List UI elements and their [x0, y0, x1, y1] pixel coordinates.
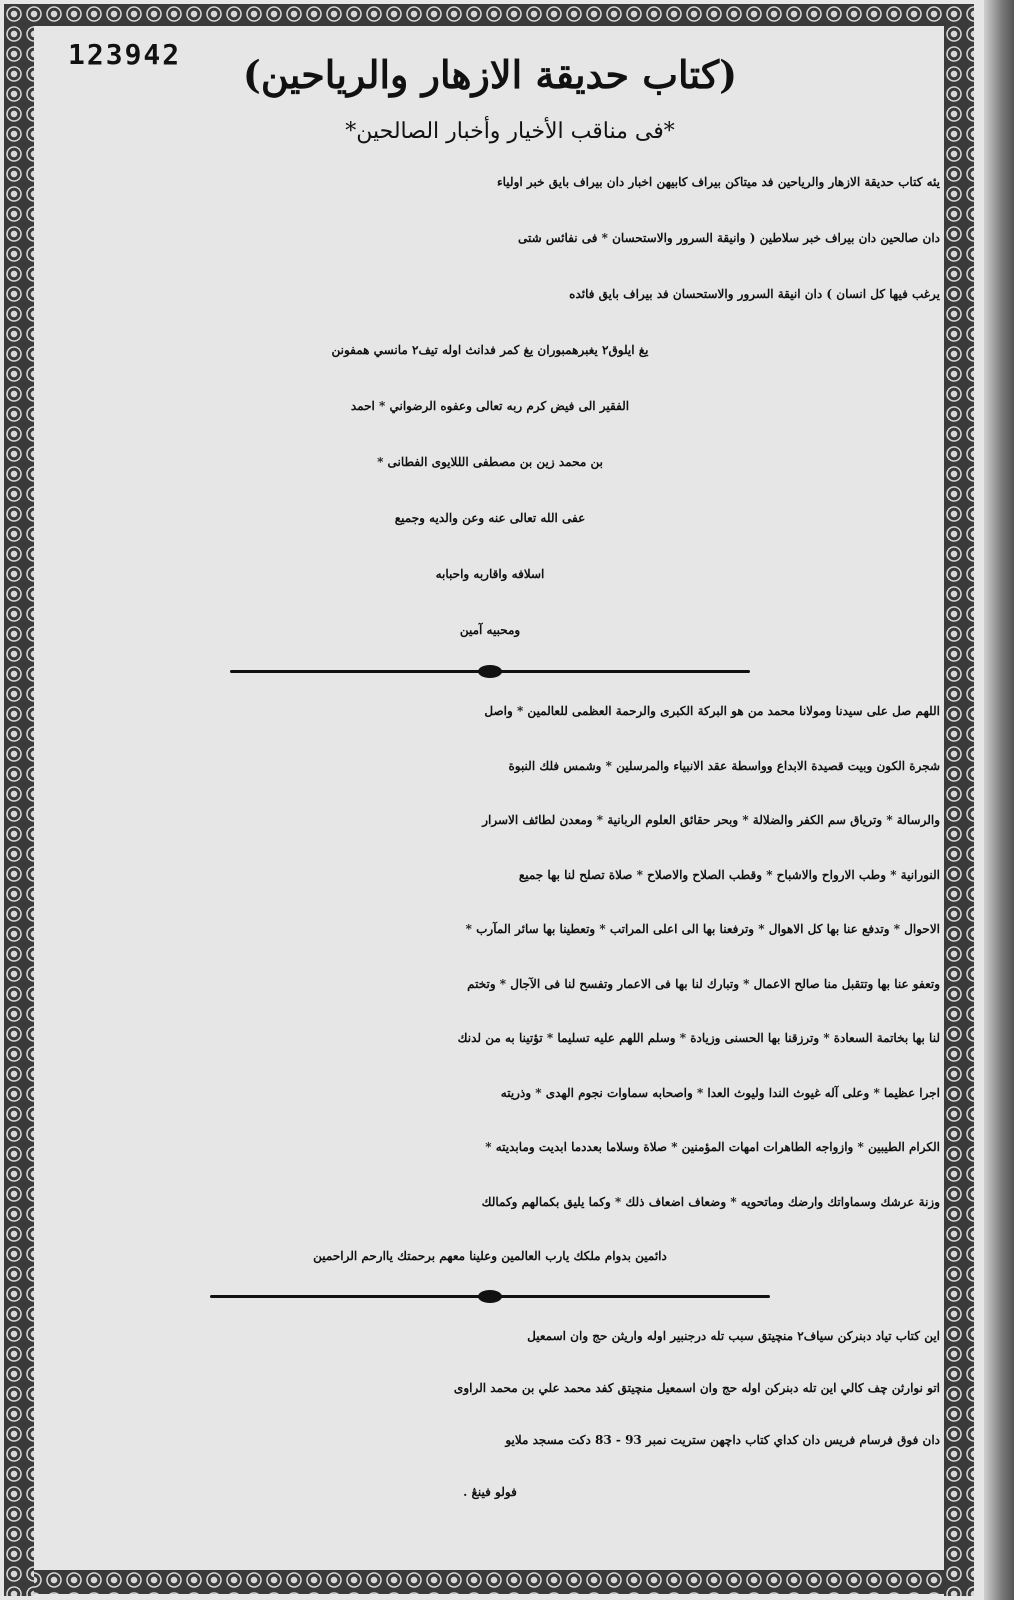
colophon-section: [40, 1310, 940, 1518]
intro-line: دان صالحين دان بيراف خبر سلاطين ( وانيقة السرور والاستحسان * فى نفائس شتى: [518, 231, 940, 245]
prayer-line: الكرام الطيبين * وازواجه الطاهرات امهات المؤمنين * صلاة وسلاما بعددما ابديت ومابديته *: [485, 1140, 940, 1154]
intro-line: بن محمد زين بن مصطفى الللايوى الفطانى *: [377, 455, 603, 469]
prayer-line: دائمين بدوام ملكك يارب العالمين وعلينا معهم برحمتك ياارحم الراحمين: [313, 1249, 667, 1263]
intro-line: يغ ايلوق٢ يغبرهمبوران يغ كمر فدانث اوله تيف٢ مانسي همفونن: [331, 343, 649, 357]
intro-line: الفقير الى فيض كرم ربه تعالى وعفوه الرضواني * احمد: [350, 399, 630, 413]
page-content: [40, 30, 940, 1518]
prayer-line: النورانية * وطب الارواح والاشباح * وقطب الصلاح والاصلاح * صلاة تصلح لنا بها جميع: [518, 867, 940, 882]
book-spine-shadow: [984, 0, 1014, 1600]
prayer-line: وتعفو عنا بها وتتقبل منا صالح الاعمال * وتبارك لنا بها فى الاعمار وتفسح لنا فى الآجال * وتختم: [467, 976, 940, 991]
intro-line: يرغب فيها كل انسان ) دان انيقة السرور والاستحسان فد بيراف بايق فائده: [569, 287, 940, 301]
prayer-line: لنا بها بخاتمة السعادة * وترزقنا بها الحسنى وزيادة * وسلم اللهم عليه تسليما * تؤتينا به من لدنك: [457, 1031, 940, 1045]
intro-line: يئه كتاب حديقة الازهار والرياحين فد ميتاكن بيراف كابيهن اخبار دان بيراف بايق خبر اولياء: [497, 175, 940, 189]
prayer-line: والرسالة * وترياق سم الكفر والضلالة * وبحر حقائق العلوم الربانية * ومعدن لطائف الاسرار: [482, 813, 940, 827]
ornamental-border-top: [4, 4, 974, 26]
prayer-section: [40, 684, 940, 1284]
colophon-line: اين كتاب تياد دبنركن سياف٢ منچيتق سبب تله درجنبير اوله واريثن حج وان اسمعيل: [527, 1328, 940, 1343]
colophon-line: دان فوق فرسام فريس دان كداي كتاب داچهن ستريت نمبر 93 - 83 دكت مسجد ملايو: [505, 1432, 940, 1447]
book-subtitle: *فى مناقب الأخيار وأخبار الصالحين*: [345, 119, 675, 144]
intro-section: [40, 154, 940, 658]
prayer-line: وزنة عرشك وسماواتك وارضك وماتحويه * وضعاف اضعاف ذلك * وكما يليق بكمالهم وكمالك: [481, 1194, 940, 1209]
ornamental-border-bottom: [4, 1570, 974, 1594]
prayer-line: اجرا عظيما * وعلى آله غيوث الندا وليوث العدا * واصحابه سماوات نجوم الهدى * وذريته: [500, 1085, 940, 1100]
book-title: (كتاب حديقة الازهار والرياحين): [242, 52, 738, 97]
prayer-line: اللهم صل على سيدنا ومولانا محمد من هو البركة الكبرى والرحمة العظمى للعالمين * واصل: [484, 704, 940, 718]
ornamental-border-right: [944, 4, 974, 1596]
ornamental-border-left: [4, 4, 34, 1596]
intro-line: ومحبيه آمين: [459, 623, 521, 637]
intro-line: اسلافه واقاربه واحبابه: [435, 567, 545, 581]
intro-line: عفى الله تعالى عنه وعن والديه وجميع: [394, 511, 586, 525]
catalog-number: 123942: [68, 38, 182, 71]
prayer-line: الاحوال * وتدفع عنا بها كل الاهوال * وترفعنا بها الى اعلى المراتب * وتعطينا بها سائر المآرب *: [465, 922, 940, 936]
colophon-line: فولو فينڠ .: [463, 1484, 517, 1499]
ornamental-divider: [40, 658, 940, 684]
colophon-line: اتو نوارثن چف كالي اين تله دبنركن اوله حج وان اسمعيل منچيتق كفد محمد علي بن محمد الراوى: [453, 1380, 940, 1395]
ornamental-divider: [40, 1284, 940, 1310]
prayer-line: شجرة الكون وبيت قصيدة الابداع وواسطة عقد الانبياء والمرسلين * وشمس فلك النبوة: [508, 758, 940, 773]
